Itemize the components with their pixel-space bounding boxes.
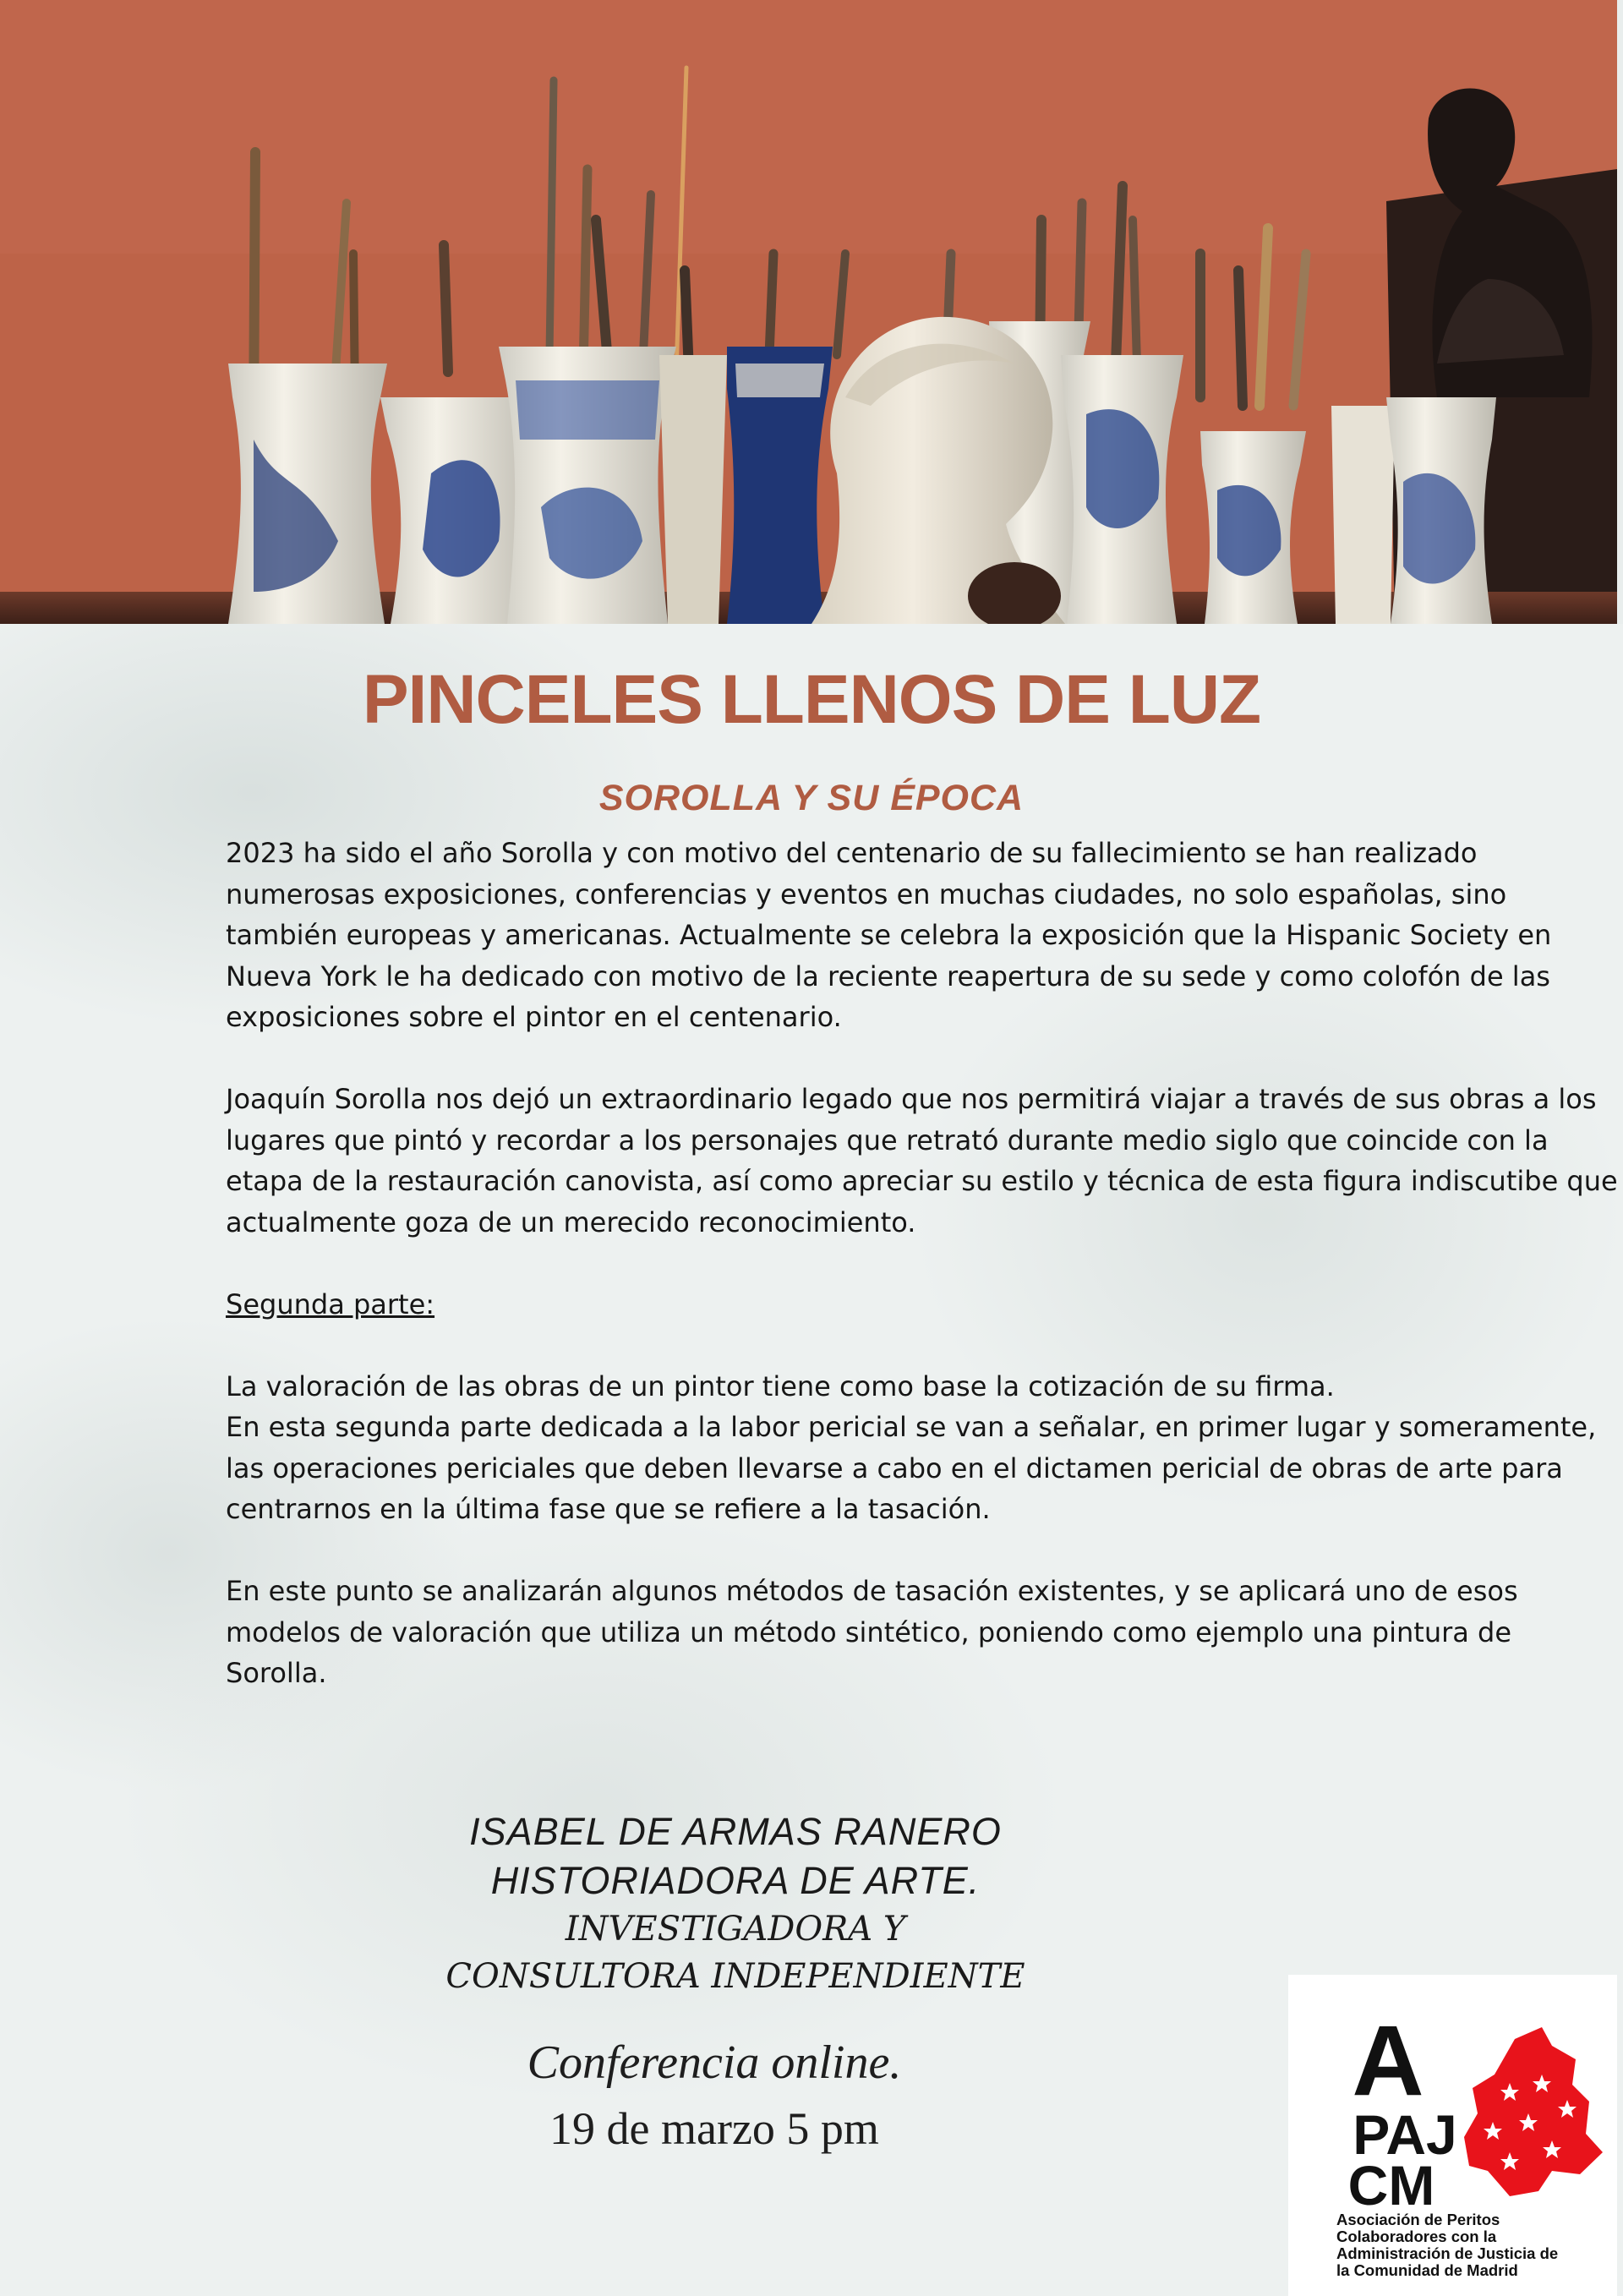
speaker-block — [397, 1807, 1074, 2000]
description-body — [226, 833, 1623, 1694]
hero-image — [0, 0, 1617, 624]
region-shape — [1464, 2027, 1603, 2196]
body-line: 2023 ha sido el año Sorolla y con motivo del centenario de su fallecimiento se han realizado — [226, 837, 1478, 869]
hero-illustration — [0, 0, 1617, 624]
speaker-name: ISABEL DE ARMAS RANERO — [469, 1810, 1002, 1853]
body-line: etapa de la restauración canovista, así como apreciar su estilo y técnica de esta figura indiscutibe que — [226, 1165, 1618, 1197]
body-line: Joaquín Sorolla nos dejó un extraordinario legado que nos permitirá viajar a través de sus obras a los — [226, 1083, 1597, 1115]
section-title: Segunda parte: — [226, 1287, 435, 1320]
body-line: centrarnos en la última fase que se refiere a la tasación. — [226, 1493, 991, 1525]
logo-letter-a: A — [1352, 2005, 1424, 2117]
body-line: actualmente goza de un merecido reconocimiento. — [226, 1205, 916, 1238]
apajcm-logo — [1288, 1975, 1617, 2296]
body-line: La valoración de las obras de un pintor tiene como base la cotización de su firma. — [226, 1369, 1335, 1402]
paragraph-gap — [226, 1530, 1623, 1572]
paragraph-gap — [226, 1038, 1623, 1080]
logo-caption-line: Administración de Justicia de — [1336, 2244, 1559, 2262]
event-date: 19 de marzo 5 pm — [549, 2103, 879, 2154]
logo-caption-line: la Comunidad de Madrid — [1336, 2261, 1518, 2279]
paragraph-gap — [226, 1243, 1623, 1284]
body-line: modelos de valoración que utiliza un método sintético, poniendo como ejemplo una pintura de — [226, 1615, 1512, 1648]
body-line: Nueva York le ha dedicado con motivo de la reciente reapertura de su sede y como colofón de las — [226, 959, 1550, 992]
logo-letters-paj: PAJ — [1352, 2103, 1457, 2166]
body-line: En esta segunda parte dedicada a la labor pericial se van a señalar, en primer lugar y someramente, — [226, 1411, 1597, 1443]
paragraph-gap — [226, 1325, 1623, 1366]
page-subtitle: SOROLLA Y SU ÉPOCA — [598, 778, 1025, 818]
speaker-role-line1: INVESTIGADORA Y — [565, 1910, 906, 1949]
logo-letters-cm: CM — [1347, 2154, 1435, 2217]
speaker-role: HISTORIADORA DE ARTE. — [490, 1859, 981, 1902]
body-line: también europeas y americanas. Actualmente se celebra la exposición que la Hispanic Society en — [226, 919, 1552, 951]
speaker-role-line2: CONSULTORA INDEPENDIENTE — [445, 1957, 1025, 1996]
body-line: Sorolla. — [226, 1657, 327, 1689]
page-title: PINCELES LLENOS DE LUZ — [362, 661, 1261, 738]
body-line: lugares que pintó y recordar a los personajes que retrató durante medio siglo que coincide con la — [226, 1123, 1549, 1156]
body-line: exposiciones sobre el pintor en el centenario. — [226, 1001, 842, 1033]
logo-caption — [1336, 2211, 1607, 2279]
logo-caption-line: Colaboradores con la — [1336, 2228, 1497, 2245]
event-format: Conferencia online. — [527, 2036, 902, 2089]
logo-caption-line: Asociación de Peritos — [1336, 2211, 1500, 2228]
body-line: En este punto se analizarán algunos métodos de tasación existentes, y se aplicará uno de esos — [226, 1575, 1518, 1607]
body-line: numerosas exposiciones, conferencias y eventos en muchas ciudades, no solo españolas, sino — [226, 877, 1507, 910]
body-line: las operaciones periciales que deben llevarse a cabo en el dictamen pericial de obras de arte para — [226, 1451, 1563, 1484]
event-details — [461, 2029, 968, 2161]
